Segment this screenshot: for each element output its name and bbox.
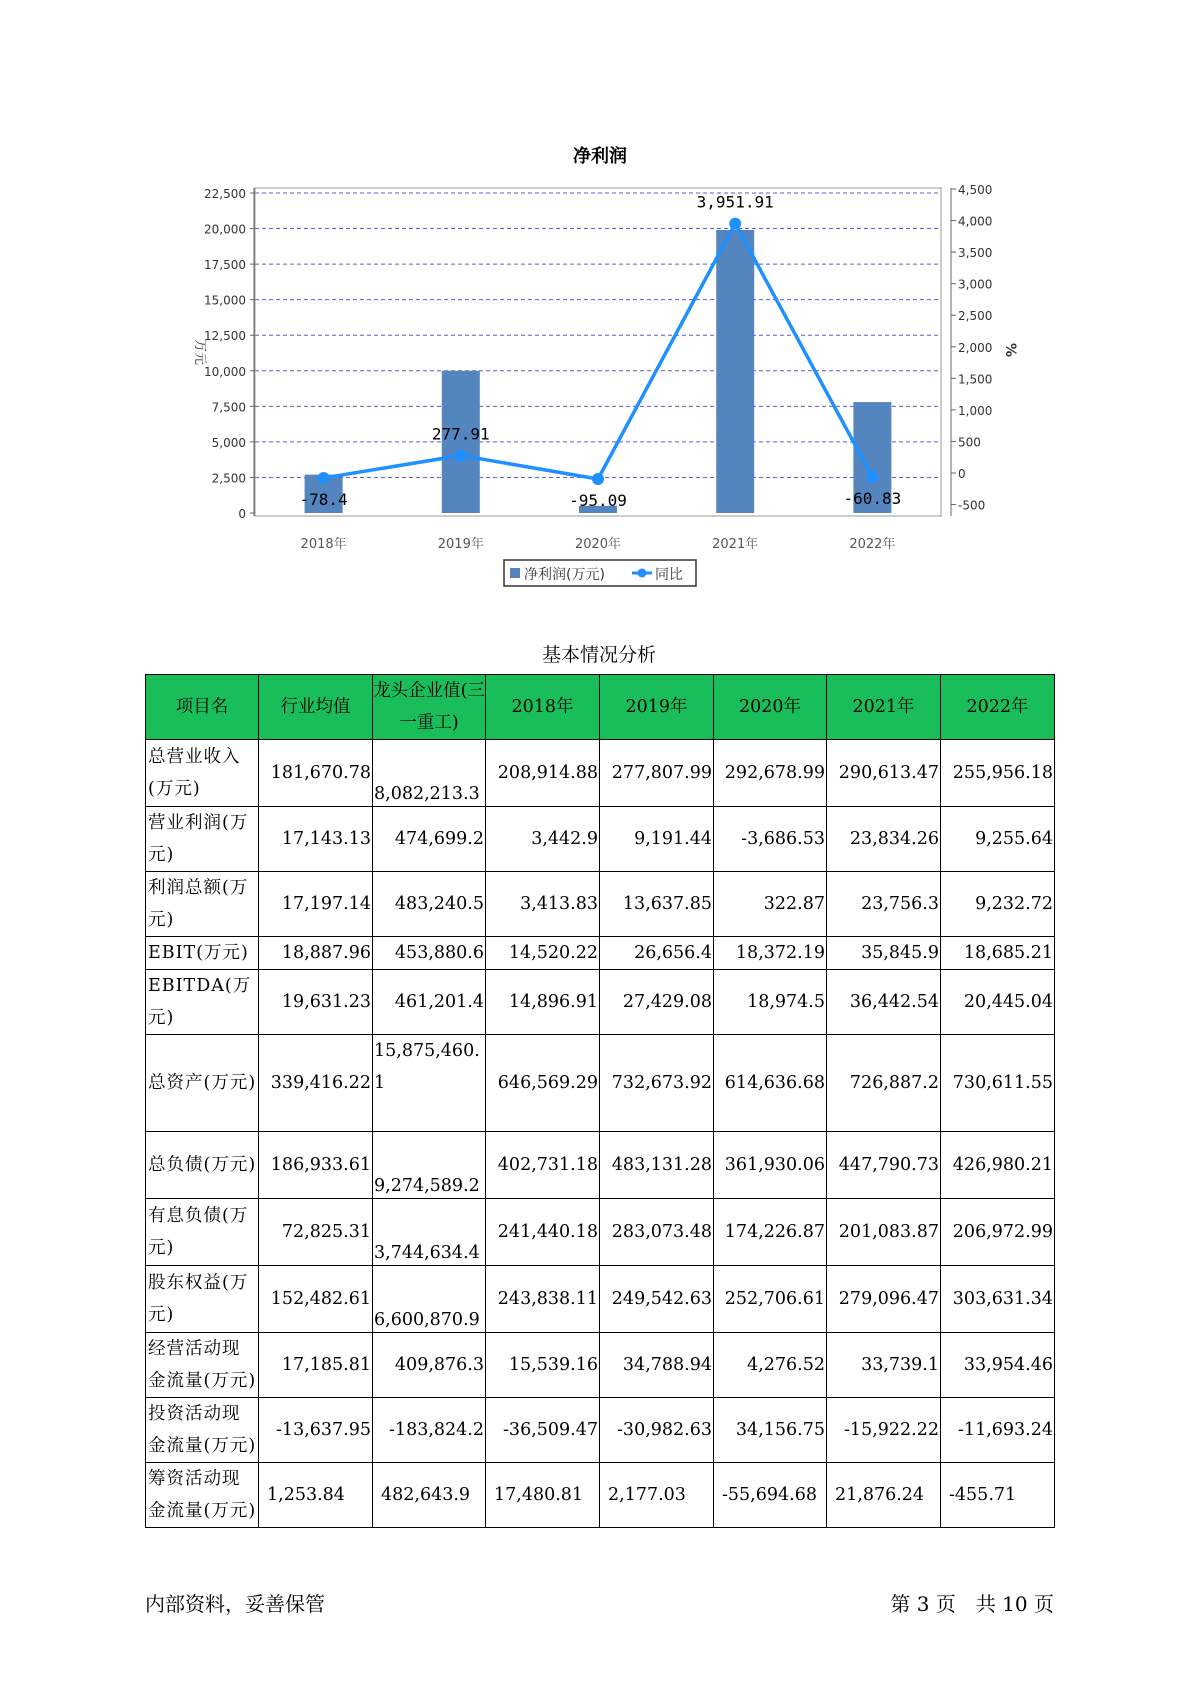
col-header: 2021年 [827,675,941,740]
col-header: 龙头企业值(三一重工) [373,675,486,740]
col-header: 2019年 [600,675,714,740]
table-row [146,970,1055,1035]
table-cell: -30,982.63 [600,1398,714,1463]
right-tick-label: 500 [958,435,981,450]
table-cell: 21,876.24 [827,1463,941,1528]
table-row [146,937,1055,970]
table-cell: 483,240.5 [373,872,486,937]
col-header: 项目名 [146,675,259,740]
table-cell: 402,731.18 [486,1132,600,1199]
table-cell: 201,083.87 [827,1199,941,1266]
legend-line-label: 同比 [655,567,683,583]
left-tick-label: 12,500 [204,329,246,344]
row-label: 总负债(万元) [146,1132,259,1199]
footer-confidential: 内部资料，妥善保管 [145,1592,325,1616]
table-cell: -13,637.95 [259,1398,373,1463]
table-cell: 9,255.64 [941,807,1055,872]
table-cell: 34,788.94 [600,1333,714,1398]
table-cell: 483,131.28 [600,1132,714,1199]
table-cell: 23,756.3 [827,872,941,937]
left-tick-label: 20,000 [204,222,246,237]
table-cell: 17,185.81 [259,1333,373,1398]
x-tick-label: 2018年 [300,537,347,552]
table-cell: 3,744,634.4 [373,1199,486,1266]
right-tick-label: 2,500 [958,309,993,324]
table-cell: 426,980.21 [941,1132,1055,1199]
growth-data-label: 277.91 [431,424,490,444]
legend-bar-swatch [510,568,520,578]
table-cell: -15,922.22 [827,1398,941,1463]
table-row [146,1398,1055,1463]
table-caption: 基本情况分析 [541,644,656,666]
growth-point [729,218,741,230]
table-cell: 206,972.99 [941,1199,1055,1266]
table-cell: 186,933.61 [259,1132,373,1199]
table-cell: 35,845.9 [827,937,941,970]
table-row [146,1132,1055,1199]
table-cell: 243,838.11 [486,1266,600,1333]
table-cell: 33,739.1 [827,1333,941,1398]
table-cell: 17,480.81 [486,1463,600,1528]
table-cell: 18,685.21 [941,937,1055,970]
table-cell: 208,914.88 [486,740,600,807]
row-label: 总营业收入(万元) [146,740,259,807]
table-cell: 279,096.47 [827,1266,941,1333]
right-axis-label: % [1002,342,1018,358]
growth-point [592,473,604,485]
table-cell: 241,440.18 [486,1199,600,1266]
table-cell: 4,276.52 [714,1333,827,1398]
left-tick-label: 0 [238,507,246,521]
table-cell: 290,613.47 [827,740,941,807]
table-cell: 36,442.54 [827,970,941,1035]
table-row [146,1199,1055,1266]
table-cell: 361,930.06 [714,1132,827,1199]
chart-legend [504,560,696,586]
left-tick-label: 15,000 [204,293,246,308]
right-tick-label: -500 [958,498,986,513]
left-tick-label: 22,500 [204,187,246,201]
table-row [146,807,1055,872]
growth-data-label: -60.83 [843,488,902,508]
table-cell: 33,954.46 [941,1333,1055,1398]
right-tick-label: 3,500 [958,246,993,261]
table-cell: 249,542.63 [600,1266,714,1333]
table-row [146,1266,1055,1333]
row-label: 经营活动现金流量(万元) [146,1333,259,1398]
basic-analysis-table [145,674,1055,1528]
footer-page-number: 第 3 页 共 10 页 [890,1592,1054,1616]
table-cell: 6,600,870.9 [373,1266,486,1333]
x-tick-label: 2022年 [849,537,896,552]
table-cell: 34,156.75 [714,1398,827,1463]
growth-data-label: -78.4 [299,489,348,509]
right-tick-label: 1,000 [958,403,993,418]
table-cell: 409,876.3 [373,1333,486,1398]
table-cell: 252,706.61 [714,1266,827,1333]
table-row [146,1035,1055,1132]
table-cell: 181,670.78 [259,740,373,807]
table-cell: 15,539.16 [486,1333,600,1398]
table-cell: 255,956.18 [941,740,1055,807]
table-cell: 174,226.87 [714,1199,827,1266]
table-cell: 474,699.2 [373,807,486,872]
table-cell: 18,887.96 [259,937,373,970]
table-cell: 19,631.23 [259,970,373,1035]
table-cell: 9,232.72 [941,872,1055,937]
table-cell: 15,875,460.1 [373,1035,486,1132]
table-cell: 14,896.91 [486,970,600,1035]
right-tick-label: 4,500 [958,183,993,197]
growth-point [866,471,878,483]
row-label: 营业利润(万元) [146,807,259,872]
row-label: 总资产(万元) [146,1035,259,1132]
table-cell: 2,177.03 [600,1463,714,1528]
table-cell: 9,274,589.2 [373,1132,486,1199]
left-tick-label: 2,500 [211,471,246,486]
col-header: 行业均值 [259,675,373,740]
col-header: 2020年 [714,675,827,740]
right-tick-label: 4,000 [958,214,993,229]
table-cell: 17,197.14 [259,872,373,937]
growth-point [318,472,330,484]
table-cell: -11,693.24 [941,1398,1055,1463]
right-tick-label: 0 [958,467,966,481]
table-cell: 339,416.22 [259,1035,373,1132]
left-axis [204,187,255,521]
net-profit-chart [0,0,1191,600]
x-axis [301,536,896,552]
table-header-row [146,675,1055,740]
table-cell: 461,201.4 [373,970,486,1035]
table-cell: 17,143.13 [259,807,373,872]
right-tick-label: 3,000 [958,277,993,292]
table-cell: 292,678.99 [714,740,827,807]
table-cell: 1,253.84 [259,1463,373,1528]
table-cell: 646,569.29 [486,1035,600,1132]
x-tick-label: 2021年 [712,537,759,552]
table-cell: 730,611.55 [941,1035,1055,1132]
table-cell: 18,372.19 [714,937,827,970]
row-label: EBITDA(万元) [146,970,259,1035]
table-cell: 27,429.08 [600,970,714,1035]
table-cell: -3,686.53 [714,807,827,872]
right-axis [951,183,992,516]
table-cell: 23,834.26 [827,807,941,872]
line-series [300,193,902,510]
left-axis-label: 万元 [192,338,207,366]
growth-data-label: -95.09 [569,491,627,511]
table-cell: 453,880.6 [373,937,486,970]
x-tick-label: 2020年 [574,537,622,552]
col-header: 2022年 [941,675,1055,740]
table-cell: 9,191.44 [600,807,714,872]
right-tick-label: 2,000 [958,340,993,355]
bar-series [305,230,892,513]
table-cell: 614,636.68 [714,1035,827,1132]
table-cell: 3,413.83 [486,872,600,937]
row-label: 有息负债(万元) [146,1199,259,1266]
table-cell: 20,445.04 [941,970,1055,1035]
col-header: 2018年 [486,675,600,740]
row-label: 投资活动现金流量(万元) [146,1398,259,1463]
table-cell: -455.71 [941,1463,1055,1528]
x-tick-label: 2019年 [437,537,484,552]
row-label: 股东权益(万元) [146,1266,259,1333]
table-row [146,1463,1055,1528]
table-cell: 303,631.34 [941,1266,1055,1333]
left-tick-label: 17,500 [204,258,246,273]
chart-gridlines [255,193,941,477]
growth-line [324,224,873,479]
table-cell: 447,790.73 [827,1132,941,1199]
table-cell: 3,442.9 [486,807,600,872]
table-cell: 726,887.2 [827,1035,941,1132]
table-row [146,740,1055,807]
table-cell: 14,520.22 [486,937,600,970]
left-tick-label: 5,000 [211,435,246,450]
table-cell: 322.87 [714,872,827,937]
table-cell: 482,643.9 [373,1463,486,1528]
left-tick-label: 10,000 [204,364,246,379]
growth-data-label: 3,951.91 [696,192,774,212]
row-label: EBIT(万元) [146,937,259,970]
table-cell: 26,656.4 [600,937,714,970]
table-cell: -183,824.2 [373,1398,486,1463]
table-cell: 13,637.85 [600,872,714,937]
table-cell: -36,509.47 [486,1398,600,1463]
table-cell: 732,673.92 [600,1035,714,1132]
right-tick-label: 1,500 [958,372,993,387]
growth-point [455,449,467,461]
bar [716,230,754,513]
plot-area-border [255,188,941,516]
table-cell: 277,807.99 [600,740,714,807]
table-cell: 152,482.61 [259,1266,373,1333]
row-label: 筹资活动现金流量(万元) [146,1463,259,1528]
table-cell: 283,073.48 [600,1199,714,1266]
table-cell: 18,974.5 [714,970,827,1035]
row-label: 利润总额(万元) [146,872,259,937]
left-tick-label: 7,500 [211,400,246,415]
table-cell: -55,694.68 [714,1463,827,1528]
table-cell: 8,082,213.3 [373,740,486,807]
chart-title: 净利润 [573,146,627,167]
table-row [146,1333,1055,1398]
table-cell: 72,825.31 [259,1199,373,1266]
table-row [146,872,1055,937]
legend-bar-label: 净利润(万元) [524,567,605,583]
